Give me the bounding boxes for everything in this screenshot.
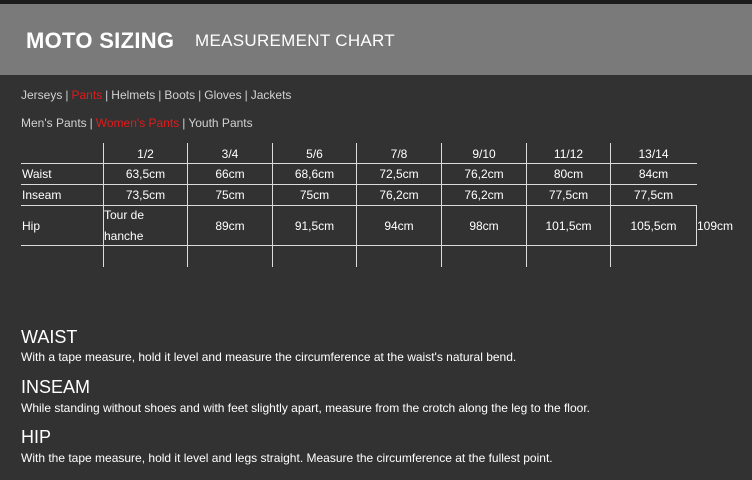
table-line (21, 163, 697, 164)
section-text-inseam: While standing without shoes and with feet slightly apart, measure from the crotch along the leg to the floor. (21, 401, 590, 415)
table-cell: 80cm (553, 167, 584, 181)
table-cell: 68,6cm (294, 167, 335, 181)
pants-nav (21, 116, 253, 130)
size-header: 3/4 (221, 147, 239, 161)
nav-item-womens-pants[interactable]: Women's Pants (95, 116, 180, 130)
table-line (272, 143, 273, 267)
page-subtitle: MEASUREMENT CHART (195, 31, 395, 50)
table-cell: 98cm (469, 219, 499, 233)
nav-separator: | (158, 88, 162, 102)
table-cell: 76,2cm (464, 167, 504, 181)
table-line (356, 143, 357, 267)
nav-item-gloves[interactable]: Gloves (204, 88, 242, 102)
table-cell: 73,5cm (125, 188, 166, 202)
size-header: 7/8 (390, 147, 408, 161)
category-nav (21, 88, 291, 102)
nav-separator: | (182, 116, 186, 130)
table-line (21, 184, 697, 185)
nav-item-jerseys[interactable]: Jerseys (21, 88, 63, 102)
nav-item-pants[interactable]: Pants (71, 88, 103, 102)
table-cell: 77,5cm (633, 188, 674, 202)
table-cell: 94cm (384, 219, 414, 233)
hip-note-line: hanche (104, 229, 144, 243)
table-cell: 91,5cm (294, 219, 335, 233)
section-text-waist: With a tape measure, hold it level and measure the circumference at the waist's natural bend. (21, 350, 517, 364)
table-cell: 84cm (638, 167, 669, 181)
table-cell: 63,5cm (125, 167, 166, 181)
nav-item-mens-pants[interactable]: Men's Pants (21, 116, 87, 130)
table-cell: 66cm (215, 167, 245, 181)
table-cell: 76,2cm (464, 188, 504, 202)
hip-note-line: Tour de (104, 208, 145, 222)
row-label-inseam: Inseam (22, 188, 62, 202)
row-label-waist: Waist (22, 167, 52, 181)
table-cell: 76,2cm (379, 188, 419, 202)
table-cell: 109cm (697, 219, 734, 233)
nav-separator: | (244, 88, 248, 102)
size-header: 13/14 (638, 147, 669, 161)
nav-separator: | (65, 88, 69, 102)
nav-item-jackets[interactable]: Jackets (250, 88, 292, 102)
nav-separator: | (105, 88, 109, 102)
page-title: MOTO SIZING (26, 28, 175, 53)
section-title-inseam: INSEAM (21, 377, 91, 397)
table-line (187, 143, 188, 267)
nav-separator: | (89, 116, 93, 130)
nav-separator: | (198, 88, 202, 102)
table-cell: 89cm (215, 219, 245, 233)
section-title-hip: HIP (21, 427, 52, 447)
table-line (441, 143, 442, 267)
nav-item-youth-pants[interactable]: Youth Pants (188, 116, 253, 130)
table-line (526, 143, 527, 267)
nav-item-helmets[interactable]: Helmets (111, 88, 156, 102)
hip-note (104, 205, 184, 247)
size-header: 11/12 (553, 147, 584, 161)
page-header (0, 4, 752, 75)
section-title-waist: WAIST (21, 327, 78, 347)
table-cell: 101,5cm (545, 219, 592, 233)
nav-item-boots[interactable]: Boots (164, 88, 196, 102)
table-cell: 75cm (299, 188, 330, 202)
table-line (610, 143, 611, 267)
table-cell: 72,5cm (379, 167, 419, 181)
section-text-hip: With the tape measure, hold it level and legs straight. Measure the circumference at the fullest point. (21, 451, 553, 465)
size-header: 5/6 (306, 147, 323, 161)
table-cell: 105,5cm (630, 219, 677, 233)
table-cell: 75cm (215, 188, 245, 202)
size-header: 9/10 (472, 147, 496, 161)
row-label-hip: Hip (22, 219, 41, 233)
size-header: 1/2 (137, 147, 154, 161)
table-cell: 77,5cm (548, 188, 589, 202)
